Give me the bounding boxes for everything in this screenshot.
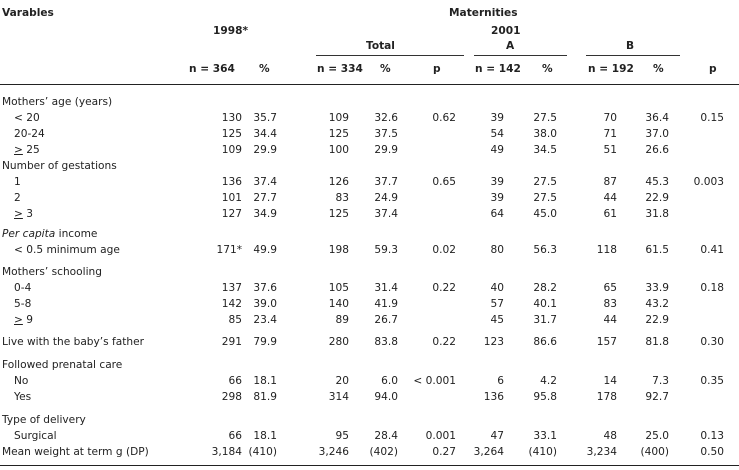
col-header-a: A [506,40,515,52]
cell-pct-1998: 18.1 [253,375,277,387]
section-title: Mothers’ schooling [2,266,102,278]
cell-n-total: 109 [328,112,349,124]
cell-pct-a: 34.5 [533,144,557,156]
col-header-p-b: p [709,63,717,75]
cell-n-1998: 101 [221,192,242,204]
section-title [2,228,97,241]
cell-n-1998: 136 [221,176,242,188]
cell-n-b: 71 [603,128,617,140]
cell-n-total: 125 [328,208,349,220]
cell-n-a: 39 [490,176,504,188]
col-header-n-total: n = 334 [317,63,363,75]
cell-n-total: 83 [335,192,349,204]
ge-sign: > [14,144,23,156]
cell-pct-total: 37.7 [374,176,398,188]
cell-n-1998: 66 [228,375,242,387]
cell-n-total: 20 [335,375,349,387]
cell-pct-total: 37.4 [374,208,398,220]
cell-n-1998: 125 [221,128,242,140]
cell-pct-total: 29.9 [374,144,398,156]
cell-pct-total: 94.0 [374,391,398,403]
row-label [14,314,33,327]
cell-pct-1998: 37.4 [253,176,277,188]
cell-n-b: 65 [603,282,617,294]
cell-pct-1998: 49.9 [253,244,277,256]
section-title: Number of gestations [2,160,117,172]
section-title: Mean weight at term g (DP) [2,446,149,458]
cell-p-b: 0.18 [700,282,724,294]
cell-n-1998: 66 [228,430,242,442]
cell-n-a: 47 [490,430,504,442]
row-label: 1 [14,176,21,188]
col-header-pct-1998: % [259,63,270,75]
cell-pct-b: (400) [640,446,669,458]
cell-n-a: 123 [483,336,504,348]
cell-pct-a: 40.1 [533,298,557,310]
cell-p-b: 0.15 [700,112,724,124]
row-label-text: 9 [22,314,33,326]
cell-pct-b: 37.0 [645,128,669,140]
cell-pct-a: 33.1 [533,430,557,442]
cell-n-total: 314 [328,391,349,403]
col-header-total: Total [366,40,395,52]
col-header-p-total: p [433,63,441,75]
cell-pct-total: 83.8 [374,336,398,348]
cell-n-b: 14 [603,375,617,387]
row-label: 5-8 [14,298,32,310]
ge-sign: > [14,208,23,220]
cell-n-1998: 298 [221,391,242,403]
cell-pct-b: 81.8 [645,336,669,348]
cell-pct-b: 31.8 [645,208,669,220]
cell-p-total: 0.22 [432,282,456,294]
cell-pct-a: 27.5 [533,112,557,124]
cell-pct-1998: 18.1 [253,430,277,442]
cell-n-b: 70 [603,112,617,124]
col-header-1998: 1998* [213,25,249,37]
cell-pct-a: (410) [528,446,557,458]
cell-pct-a: 86.6 [533,336,557,348]
rule-a [474,55,567,56]
cell-pct-total: 59.3 [374,244,398,256]
cell-n-1998: 137 [221,282,242,294]
row-label: < 20 [14,112,40,124]
cell-pct-total: 28.4 [374,430,398,442]
row-label: 20-24 [14,128,45,140]
row-label: Surgical [14,430,57,442]
cell-pct-1998: 34.4 [253,128,277,140]
cell-pct-total: 37.5 [374,128,398,140]
cell-p-b: 0.003 [693,176,724,188]
cell-n-total: 140 [328,298,349,310]
cell-n-a: 39 [490,112,504,124]
row-label-text: 3 [22,208,33,220]
header-rule [0,84,739,85]
cell-pct-total: 24.9 [374,192,398,204]
cell-n-total: 89 [335,314,349,326]
cell-n-total: 105 [328,282,349,294]
row-label [14,208,33,221]
cell-n-b: 44 [603,192,617,204]
cell-p-total: 0.001 [425,430,456,442]
cell-pct-b: 45.3 [645,176,669,188]
cell-n-b: 61 [603,208,617,220]
cell-n-a: 80 [490,244,504,256]
cell-n-1998: 291 [221,336,242,348]
cell-n-total: 125 [328,128,349,140]
cell-n-a: 6 [497,375,504,387]
cell-n-b: 118 [596,244,617,256]
cell-n-1998: 85 [228,314,242,326]
col-header-pct-a: % [542,63,553,75]
cell-pct-total: (402) [369,446,398,458]
cell-pct-a: 95.8 [533,391,557,403]
cell-pct-b: 61.5 [645,244,669,256]
cell-p-total: 0.65 [432,176,456,188]
cell-n-total: 198 [328,244,349,256]
cell-pct-1998: 35.7 [253,112,277,124]
cell-pct-b: 36.4 [645,112,669,124]
cell-pct-a: 31.7 [533,314,557,326]
cell-n-total: 3,246 [318,446,349,458]
cell-n-1998: 142 [221,298,242,310]
cell-pct-total: 31.4 [374,282,398,294]
cell-pct-1998: 81.9 [253,391,277,403]
cell-pct-a: 27.5 [533,176,557,188]
cell-p-total: 0.22 [432,336,456,348]
row-label-text: 25 [22,144,40,156]
cell-n-a: 45 [490,314,504,326]
cell-n-b: 83 [603,298,617,310]
cell-n-total: 95 [335,430,349,442]
cell-pct-b: 22.9 [645,192,669,204]
cell-p-b: 0.41 [700,244,724,256]
cell-pct-b: 92.7 [645,391,669,403]
col-header-n-1998: n = 364 [189,63,235,75]
cell-n-b: 51 [603,144,617,156]
cell-p-total: < 0.001 [413,375,456,387]
cell-n-a: 57 [490,298,504,310]
cell-n-1998: 3,184 [211,446,242,458]
bottom-rule [0,465,739,466]
cell-n-total: 280 [328,336,349,348]
cell-n-a: 49 [490,144,504,156]
section-title-rest: income [55,228,98,240]
row-label: 0-4 [14,282,32,294]
cell-pct-1998: 29.9 [253,144,277,156]
cell-pct-1998: 27.7 [253,192,277,204]
cell-n-total: 100 [328,144,349,156]
cell-pct-1998: (410) [248,446,277,458]
cell-pct-1998: 34.9 [253,208,277,220]
cell-pct-b: 33.9 [645,282,669,294]
section-title: Live with the baby’s father [2,336,145,348]
col-header-b: B [626,40,635,52]
section-title: Type of delivery [2,414,86,426]
row-label: 2 [14,192,21,204]
cell-n-b: 87 [603,176,617,188]
col-header-pct-total: % [380,63,391,75]
col-header-pct-b: % [653,63,664,75]
cell-n-a: 3,264 [473,446,504,458]
cell-pct-a: 38.0 [533,128,557,140]
cell-p-b: 0.35 [700,375,724,387]
cell-pct-1998: 23.4 [253,314,277,326]
col-header-n-b: n = 192 [588,63,634,75]
cell-pct-1998: 79.9 [253,336,277,348]
col-header-2001: 2001 [491,25,521,37]
cell-n-a: 39 [490,192,504,204]
cell-p-total: 0.02 [432,244,456,256]
cell-pct-b: 22.9 [645,314,669,326]
section-title: Mothers’ age (years) [2,96,113,108]
cell-p-b: 0.30 [700,336,724,348]
cell-pct-b: 43.2 [645,298,669,310]
row-label: < 0.5 minimum age [14,244,120,256]
rule-b [586,55,680,56]
cell-n-total: 126 [328,176,349,188]
cell-pct-a: 45.0 [533,208,557,220]
cell-pct-total: 26.7 [374,314,398,326]
col-header-maternities: Maternities [449,7,518,19]
cell-n-b: 178 [596,391,617,403]
section-title-italic: Per capita [2,228,56,240]
cell-pct-total: 41.9 [374,298,398,310]
cell-pct-total: 32.6 [374,112,398,124]
cell-p-b: 0.13 [700,430,724,442]
cell-p-b: 0.50 [700,446,724,458]
cell-pct-b: 26.6 [645,144,669,156]
cell-n-1998: 127 [221,208,242,220]
col-header-variables: Varables [2,7,54,19]
cell-n-a: 40 [490,282,504,294]
cell-n-1998: 109 [221,144,242,156]
section-title: Followed prenatal care [2,359,123,371]
row-label [14,144,40,157]
cell-pct-1998: 37.6 [253,282,277,294]
cell-n-b: 48 [603,430,617,442]
cell-n-1998: 130 [221,112,242,124]
cell-pct-a: 27.5 [533,192,557,204]
cell-pct-b: 25.0 [645,430,669,442]
cell-n-b: 157 [596,336,617,348]
cell-n-b: 3,234 [586,446,617,458]
cell-p-total: 0.27 [432,446,456,458]
col-header-n-a: n = 142 [475,63,521,75]
ge-sign: > [14,314,23,326]
cell-n-b: 44 [603,314,617,326]
cell-n-a: 136 [483,391,504,403]
cell-pct-total: 6.0 [381,375,398,387]
row-label: No [14,375,29,387]
cell-n-a: 64 [490,208,504,220]
rule-total [316,55,464,56]
row-label: Yes [14,391,32,403]
cell-n-1998: 171* [216,244,242,256]
cell-pct-a: 4.2 [540,375,557,387]
cell-p-total: 0.62 [432,112,456,124]
cell-pct-a: 56.3 [533,244,557,256]
cell-pct-a: 28.2 [533,282,557,294]
cell-n-a: 54 [490,128,504,140]
cell-pct-1998: 39.0 [253,298,277,310]
cell-pct-b: 7.3 [652,375,669,387]
